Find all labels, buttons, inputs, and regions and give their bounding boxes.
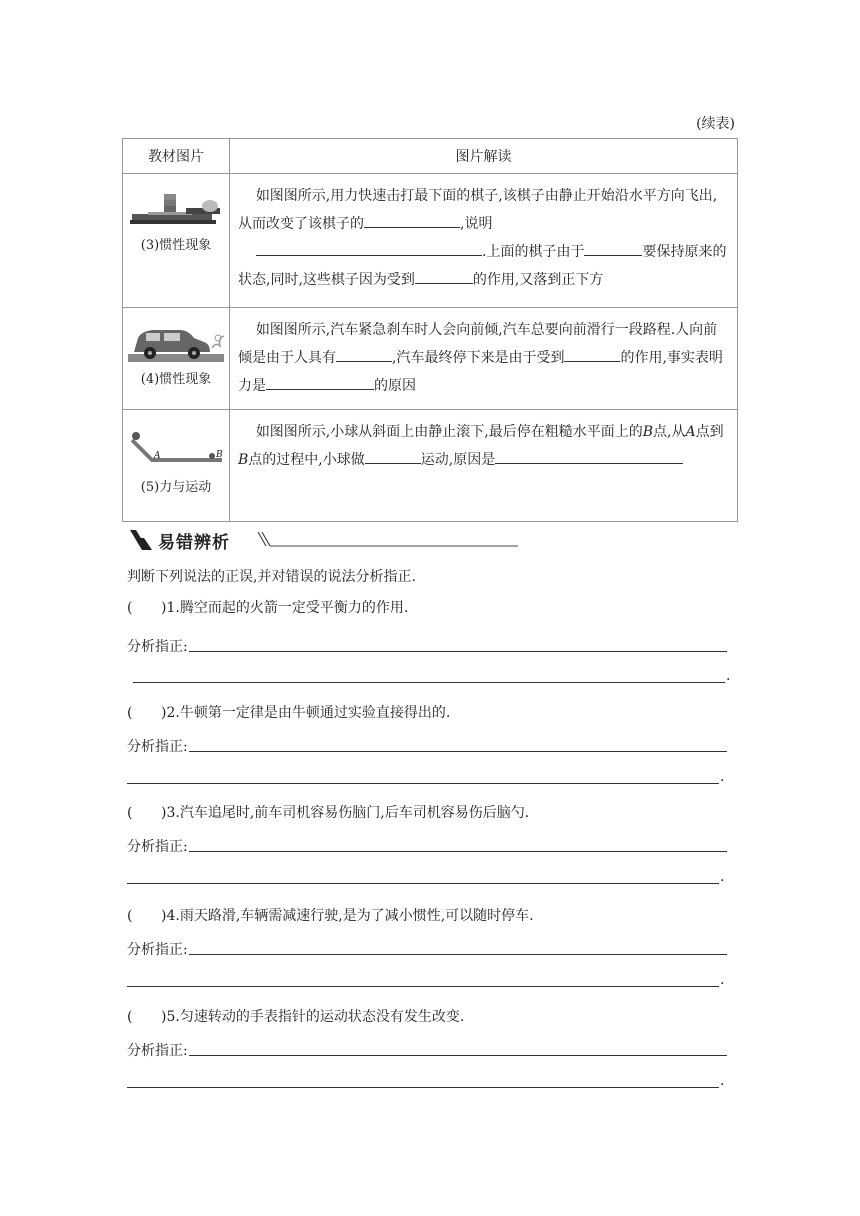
answer-paren[interactable]: ( — [127, 600, 133, 616]
analysis-label: 分析指正: — [127, 942, 188, 958]
period: . — [720, 972, 725, 988]
question-text: )4.雨天路滑,车辆需减速行驶,是为了减小惯性,可以随时停车. — [161, 908, 534, 924]
answer-line[interactable] — [133, 682, 725, 683]
answer-line[interactable] — [189, 851, 727, 852]
text-segment: ,说明 — [460, 216, 493, 232]
question-text: )1.腾空而起的火箭一定受平衡力的作用. — [161, 600, 409, 616]
title-underline-icon — [256, 528, 522, 552]
answer-paren[interactable]: ( — [127, 908, 133, 924]
ball-on-slope-icon — [128, 426, 224, 470]
interpretation-cell — [230, 174, 738, 308]
question-text: )2.牛顿第一定律是由牛顿通过实验直接得出的. — [161, 705, 451, 721]
text-segment: 点的过程中,小球做 — [248, 452, 365, 468]
analysis-label: 分析指正: — [127, 739, 188, 755]
answer-line[interactable] — [127, 783, 719, 784]
question-1 — [127, 597, 408, 617]
text-segment: 运动,原因是 — [420, 452, 496, 468]
continued-label: (续表) — [696, 116, 735, 132]
analysis-label: 分析指正: — [127, 839, 188, 855]
car-braking-icon — [128, 318, 224, 362]
answer-blank[interactable] — [365, 447, 421, 464]
table-row — [123, 410, 738, 522]
answer-line[interactable] — [127, 986, 719, 987]
period: . — [726, 668, 731, 684]
point-a-label: A — [154, 451, 161, 461]
period: . — [720, 869, 725, 885]
question-text: )5.匀速转动的手表指针的运动状态没有发生改变. — [161, 1009, 465, 1025]
answer-blank[interactable] — [266, 373, 374, 390]
header-interpretation: 图片解读 — [230, 139, 738, 174]
text-segment: 的原因 — [374, 378, 416, 394]
figure-cell — [123, 308, 230, 410]
text-segment: ,汽车最终停下来是由于受到 — [392, 350, 565, 366]
answer-line[interactable] — [189, 751, 727, 752]
answer-line[interactable] — [127, 883, 719, 884]
text-segment: 状态,同时,这些棋子因为受到 — [238, 272, 415, 288]
table-header-row — [123, 139, 738, 174]
analysis-label: 分析指正: — [127, 639, 188, 655]
section-title: 易错辨析 — [158, 533, 230, 553]
point-b-ref: B — [642, 424, 654, 440]
question-4 — [127, 905, 534, 925]
text-segment: 要保持原来的 — [642, 244, 727, 260]
answer-blank[interactable] — [564, 345, 620, 362]
section-header — [128, 528, 528, 554]
answer-line[interactable] — [189, 651, 727, 652]
figure-cell — [123, 410, 230, 522]
chess-pieces-hammer-icon — [128, 184, 224, 228]
figure-caption: (4)惯性现象 — [140, 372, 212, 387]
figure-cell — [123, 174, 230, 308]
answer-line[interactable] — [189, 954, 727, 955]
answer-line[interactable] — [127, 1087, 719, 1088]
answer-blank[interactable] — [336, 345, 392, 362]
text-segment: 如图图所示,用力快速击打最下面的棋子,该棋子由静止开始沿水平方向飞出,从而改变了该棋子的 — [238, 188, 718, 232]
point-b-ref: B — [238, 452, 249, 468]
table-row — [123, 308, 738, 410]
answer-blank[interactable] — [495, 447, 683, 464]
textbook-figure-table — [122, 138, 738, 522]
question-3 — [127, 802, 529, 822]
answer-blank[interactable] — [415, 267, 473, 284]
text-segment: 如图图所示,小球从斜面上由静止滚下,最后停在粗糙水平面上的 — [255, 424, 643, 440]
answer-paren[interactable]: ( — [127, 705, 133, 721]
table-row — [123, 174, 738, 308]
point-a-ref: A — [685, 424, 696, 440]
period: . — [720, 1073, 725, 1089]
period: . — [720, 769, 725, 785]
text-segment: 如图图所示,汽车紧急刹车时人会向前倾,汽车总要向前滑行一段路程.人向前倾是由于人具有 — [238, 322, 718, 366]
figure-caption: (3)惯性现象 — [140, 238, 212, 253]
question-2 — [127, 702, 450, 722]
text-segment: 的作用,事实表明力是 — [238, 350, 723, 394]
text-segment: 点,从 — [653, 424, 686, 440]
question-text: )3.汽车追尾时,前车司机容易伤脑门,后车司机容易伤后脑勺. — [161, 805, 530, 821]
answer-paren[interactable]: ( — [127, 805, 133, 821]
text-segment: 的作用,又落到正下方 — [472, 272, 604, 288]
answer-paren[interactable]: ( — [127, 1009, 133, 1025]
question-5 — [127, 1006, 464, 1026]
point-b-label: B — [216, 450, 223, 460]
answer-blank[interactable] — [584, 239, 642, 256]
analysis-label: 分析指正: — [127, 1043, 188, 1059]
slash-marker-icon — [128, 528, 154, 552]
header-figure: 教材图片 — [123, 139, 230, 174]
text-segment: .上面的棋子由于 — [482, 244, 585, 260]
answer-line[interactable] — [189, 1055, 727, 1056]
instructions: 判断下列说法的正误,并对错误的说法分析指正. — [127, 569, 416, 585]
answer-blank[interactable] — [364, 211, 460, 228]
interpretation-cell — [230, 410, 738, 522]
figure-caption: (5)力与运动 — [140, 480, 212, 495]
answer-blank[interactable] — [256, 239, 482, 256]
text-segment: 点到 — [695, 424, 724, 440]
interpretation-cell — [230, 308, 738, 410]
